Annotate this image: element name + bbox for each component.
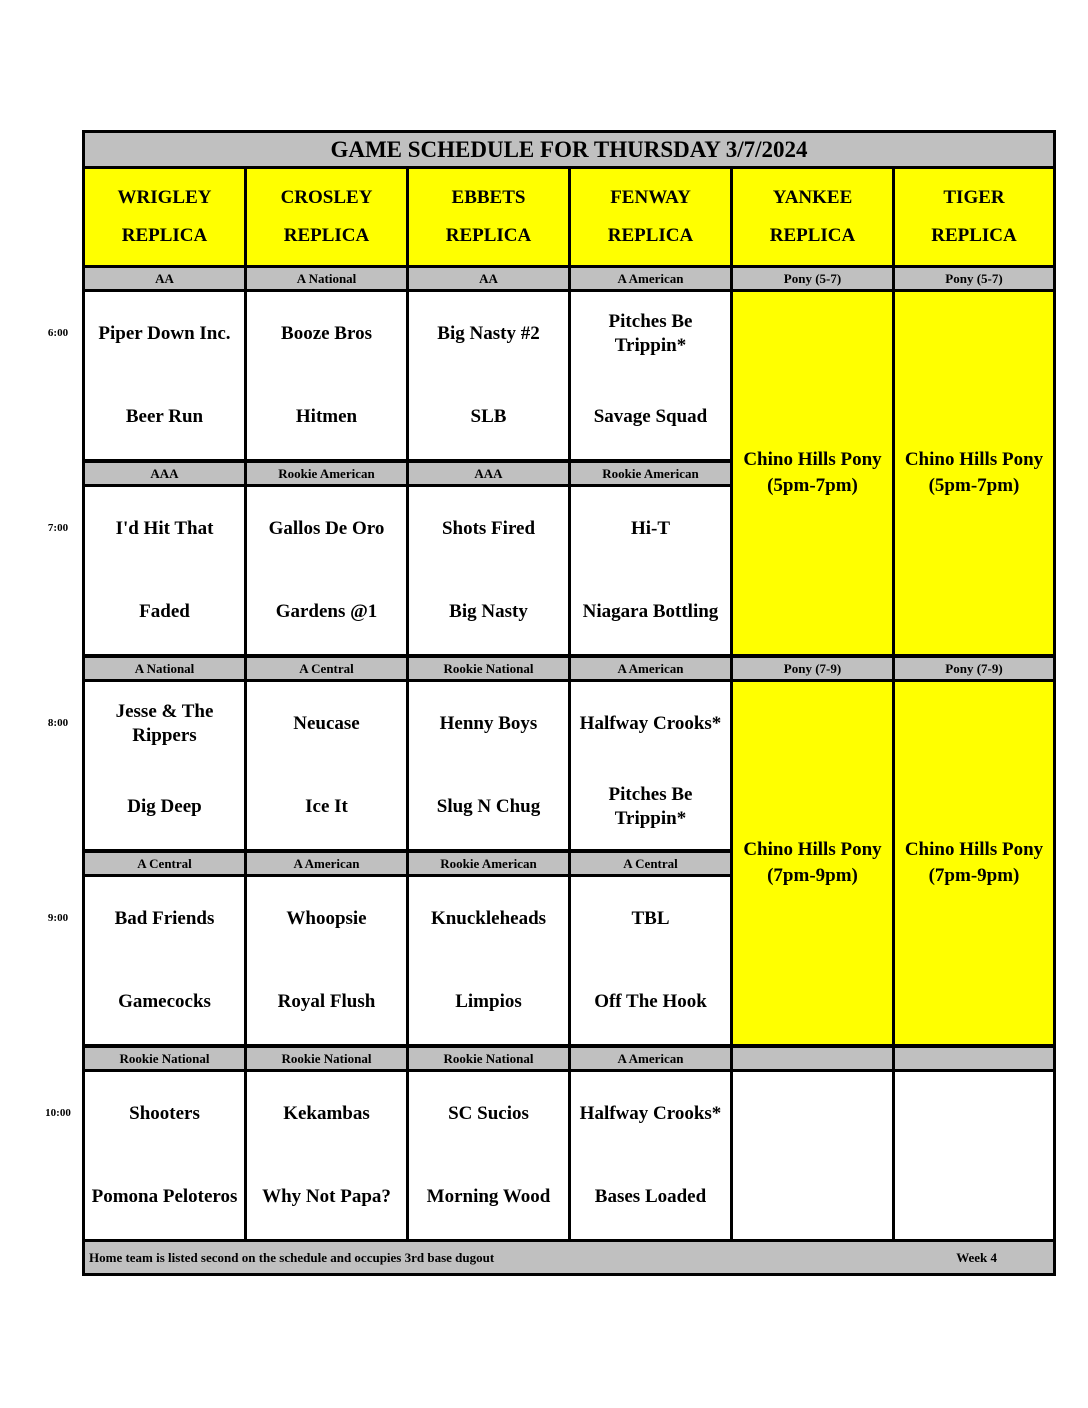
pony-block-line: (5pm-7pm) [767,475,858,496]
game-cell [409,487,568,654]
division-label: A American [571,1048,730,1069]
away-team: Henny Boys [439,712,538,734]
game-cell [247,1072,406,1239]
game-cell [85,1072,244,1239]
game-cell [571,1072,730,1239]
pony-block-line: Chino Hills Pony [904,449,1044,470]
pony-block [733,682,892,1044]
time-label: 10:00 [45,1107,71,1119]
schedule-title: GAME SCHEDULE FOR THURSDAY 3/7/2024 [85,133,1053,166]
division-label: AAA [85,463,244,484]
away-team: Halfway Crooks* [579,712,722,734]
pony-block-line: Chino Hills Pony [904,839,1044,860]
division-label: A American [571,658,730,679]
field-header-tiger [895,169,1053,265]
field-header-fenway [571,169,730,265]
home-team: Savage Squad [593,406,708,428]
game-cell [409,292,568,459]
division-label: Pony (5-7) [895,268,1053,289]
division-label: Rookie American [409,853,568,874]
away-team: Kekambas [283,1102,370,1124]
time-label: 8:00 [47,717,69,729]
away-team: Booze Bros [281,322,372,344]
time-label: 6:00 [47,327,69,339]
home-team: Limpios [455,991,522,1013]
division-label: A National [247,268,406,289]
away-team: Knuckleheads [430,907,547,929]
home-team: SLB [470,406,507,428]
pony-block-line: (7pm-9pm) [767,865,858,886]
game-cell [571,487,730,654]
game-cell [85,487,244,654]
field-header-ebbets [409,169,568,265]
game-cell [409,1072,568,1239]
division-label: Pony (7-9) [895,658,1053,679]
home-team: Morning Wood [426,1186,551,1208]
away-team: Whoopsie [286,907,367,929]
division-label: Rookie American [247,463,406,484]
home-team: Gamecocks [118,991,211,1013]
game-cell [85,292,244,459]
division-label [895,1048,1053,1069]
field-sub: REPLICA [121,225,208,246]
division-label: Rookie National [409,658,568,679]
away-team: Gallos De Oro [268,517,385,539]
away-team: Piper Down Inc. [98,322,231,344]
home-team: Pomona Peloteros [91,1186,238,1208]
home-team: Ice It [305,796,348,818]
division-label: AA [85,268,244,289]
pony-block [895,292,1053,654]
home-team: Off The Hook [594,991,707,1013]
time-label: 9:00 [47,912,69,924]
division-label: Pony (7-9) [733,658,892,679]
field-header-yankee [733,169,892,265]
division-label: A National [85,658,244,679]
home-team: Dig Deep [127,796,202,818]
home-team: Niagara Bottling [582,601,719,623]
division-label: Rookie American [571,463,730,484]
pony-block-line: (7pm-9pm) [928,865,1020,886]
footer-week: Week 4 [956,1249,997,1265]
away-team: Jesse & The Rippers [115,700,214,746]
field-sub: REPLICA [445,225,532,246]
field-name: TIGER [943,187,1005,208]
field-sub: REPLICA [931,225,1017,246]
division-label: A Central [247,658,406,679]
home-team: Bases Loaded [594,1186,707,1208]
division-label: A Central [85,853,244,874]
away-team: Neucase [293,712,360,734]
schedule-sheet [82,130,1056,1276]
away-team: Big Nasty #2 [437,322,540,344]
home-team: Hitmen [295,406,358,428]
home-team: Beer Run [125,406,204,428]
pony-block [895,682,1053,1044]
field-name: WRIGLEY [117,187,212,208]
time-label: 7:00 [47,522,69,534]
division-label: Rookie National [409,1048,568,1069]
home-team: Big Nasty [449,601,528,623]
game-cell [247,487,406,654]
away-team: Hi-T [630,517,671,539]
division-label: AAA [409,463,568,484]
division-label [733,1048,892,1069]
schedule-footer [85,1242,1053,1273]
division-label: A American [247,853,406,874]
home-team: Royal Flush [277,991,376,1013]
home-team: Pitches Be Trippin* [608,784,693,830]
division-label: A American [571,268,730,289]
division-label: AA [409,268,568,289]
empty-cell [895,1072,1053,1239]
field-sub: REPLICA [769,225,856,246]
field-sub: REPLICA [607,225,694,246]
away-team: SC Sucios [448,1102,529,1124]
footer-note: Home team is listed second on the schedule and occupies 3rd base dugout [89,1249,495,1265]
game-cell [571,682,730,849]
field-name: CROSLEY [280,187,373,208]
game-cell [409,877,568,1044]
division-label: Rookie National [85,1048,244,1069]
division-label: Pony (5-7) [733,268,892,289]
field-name: FENWAY [610,187,691,208]
home-team: Gardens @1 [275,601,378,623]
away-team: I'd Hit That [115,517,214,539]
empty-cell [733,1072,892,1239]
home-team: Slug N Chug [436,796,541,818]
game-cell [247,682,406,849]
field-name: YANKEE [772,187,853,208]
away-team: Halfway Crooks* [579,1102,722,1124]
away-team: TBL [631,907,670,929]
game-cell [85,877,244,1044]
pony-block-line: (5pm-7pm) [928,475,1020,496]
away-team: Bad Friends [114,907,215,929]
game-cell [409,682,568,849]
game-cell [247,877,406,1044]
division-label: Rookie National [247,1048,406,1069]
game-cell [571,877,730,1044]
game-cell [247,292,406,459]
division-label: A Central [571,853,730,874]
home-team: Why Not Papa? [262,1186,391,1208]
away-team: Shooters [129,1102,200,1124]
pony-block [733,292,892,654]
game-cell [571,292,730,459]
game-cell [85,682,244,849]
pony-block-line: Chino Hills Pony [743,449,882,470]
field-header-wrigley [85,169,244,265]
field-header-crosley [247,169,406,265]
pony-block-line: Chino Hills Pony [743,839,882,860]
home-team: Faded [139,601,190,623]
away-team: Pitches Be Trippin* [608,310,693,356]
field-name: EBBETS [451,187,526,208]
field-sub: REPLICA [283,225,370,246]
away-team: Shots Fired [441,517,536,539]
